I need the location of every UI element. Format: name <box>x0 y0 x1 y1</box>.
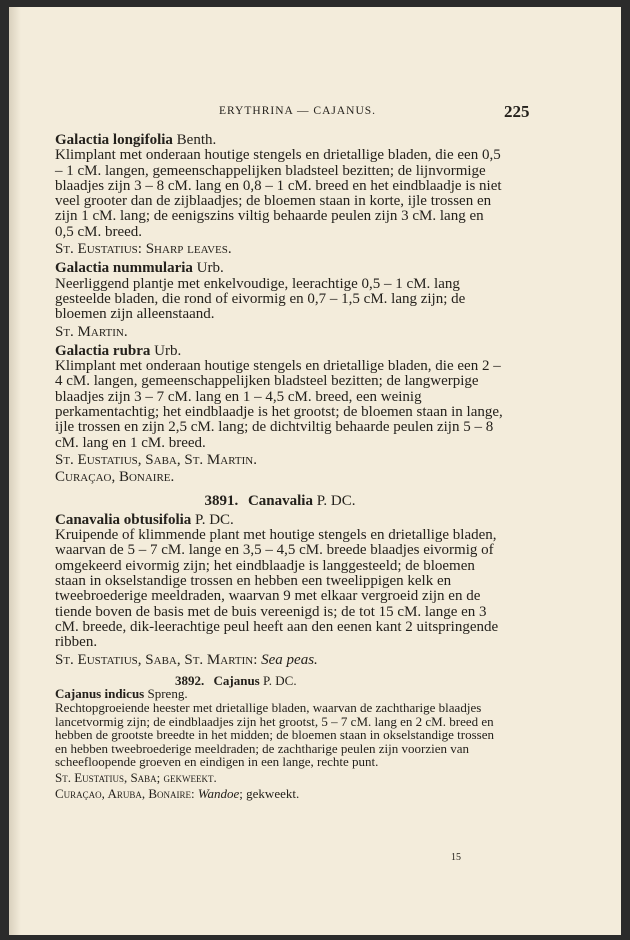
entry-galactia-rubra <box>55 344 505 486</box>
locality-text: St. Eustatius: Sharp leaves. <box>55 241 232 258</box>
locality <box>55 242 505 257</box>
species-name: Galactia longifolia <box>55 132 173 148</box>
genus-name: Cajanus <box>213 672 260 688</box>
genus-author: P. DC. <box>263 672 297 688</box>
locality: St. Eustatius, Saba, St. Martin. <box>55 451 257 468</box>
genus-number: 3892. <box>175 672 205 688</box>
genus-heading <box>175 674 505 688</box>
locality: St. Martin. <box>55 323 128 340</box>
species-author: P. DC. <box>195 511 234 528</box>
genus-heading <box>55 494 505 509</box>
species-title <box>55 133 505 148</box>
locality <box>55 653 505 668</box>
species-description: Klimplant met onderaan houtige stengels en drietallige bladen, die een 2 – 4 cM. langen, gemeenschappelijken bladsteel bezitten; de langwerpige blaadjes zijn 3 – 7 cM. lang en 1 – 4,5 cM. breed, een weinig perkamentachtig; het eindblaadje is het grootst; de bloemen staan in lange, ijle trossen en zijn 2,5 cM. lang; de dichtviltig behaarde peulen zijn 5 – 8 cM. lang en 1 cM. breed. <box>55 358 503 451</box>
page-body <box>55 129 505 800</box>
genus-number: 3891. <box>204 492 239 509</box>
locality-suffix: ; gekweekt. <box>239 785 300 801</box>
species-description: Kruipende of klimmende plant met houtige stengels en drietallige bladen, waarvan de 5 – 7 cM. lange en 3,5 – 4,5 cM. breede blaadjes eivormig of omgekeerd eivormig zijn; het eindblaadje is langgesteeld; de bloemen staan in okselstandige trossen en hebben een tweelippigen kelk en tweebroederige meeldraden, waarvan 9 met elkaar vergroeid zijn en de tiende boven de basis met de buis vereenigd is; de tot 15 cM. lange en 3 cM. breede, dik-leerachtige peul heeft aan den eenen kant 2 uitspringende ribben. <box>55 527 499 651</box>
entry-canavalia-obtusifolia <box>55 513 505 668</box>
species-author: Benth. <box>176 132 217 148</box>
species-author: Urb. <box>196 260 224 277</box>
locality: Curaçao, Bonaire. <box>55 469 175 486</box>
locality-text: St. Eustatius, Saba, St. Martin: <box>55 651 258 668</box>
entry-galactia-longifolia <box>55 133 505 257</box>
common-name: Sea peas. <box>261 651 318 668</box>
species-title <box>55 261 505 276</box>
common-name: Wandoe <box>197 785 240 801</box>
species-name: Canavalia obtusifolia <box>55 511 192 528</box>
page-number: 225 <box>504 102 530 121</box>
species-title <box>55 344 505 359</box>
species-author: Urb. <box>154 342 182 359</box>
locality: St. Eustatius, Saba; gekweekt. <box>55 769 217 785</box>
page-header <box>9 104 621 124</box>
species-title <box>55 513 505 528</box>
entry-galactia-nummularia <box>55 261 505 339</box>
species-name: Galactia nummularia <box>55 260 193 277</box>
entry-cajanus-indicus <box>55 687 505 800</box>
printer-signature: 15 <box>451 852 461 863</box>
running-title: ERYTHRINA — CAJANUS. <box>219 105 377 117</box>
species-name: Galactia rubra <box>55 342 151 359</box>
species-name: Cajanus indicus <box>55 686 145 702</box>
species-author: Spreng. <box>147 686 188 702</box>
page-spine-shadow <box>9 7 21 935</box>
locality <box>55 787 505 801</box>
genus-name: Canavalia <box>247 492 313 509</box>
species-description: Klimplant met onderaan houtige stengels en drietallige bladen, die een 0,5 – 1 cM. langen, gemeenschappelijken bladsteel bezitten; de lijnvormige blaadjes zijn 3 – 8 cM. lang en 0,8 – 1 cM. breed en het eindblaadje is niet veel grooter dan de zijblaadjes; de bloemen staan in korte, ijle trossen en zijn 1 cM. lang; de eenigszins viltig behaarde peulen zijn 3 cM. lang en 0,5 cM. breed. <box>55 147 502 240</box>
locality-text: Curaçao, Aruba, Bonaire: <box>55 785 195 801</box>
book-page <box>9 7 621 935</box>
genus-author: P. DC. <box>316 492 356 509</box>
species-description: Neerliggend plantje met enkelvoudige, leerachtige 0,5 – 1 cM. lang gesteelde bladen, die rond of eivormig en 0,7 – 1,5 cM. lang zijn; de bloemen zijn alleenstaand. <box>55 275 466 323</box>
species-title <box>55 687 505 701</box>
species-description: Rechtopgroeiende heester met drietallige bladen, waarvan de zachtharige blaadjes lancetvormig zijn; de eindblaadjes zijn het grootst, 5 – 7 cM. lang en 2 cM. breed en hebben de grootste breedte in het midden; de bloemen staan in okselstandige trossen en hebben tweebroederige meeldraden; de zachtharige peulen zijn voorzien van scheefloopende groeven en eindigen in een lange, rechte punt. <box>55 699 494 770</box>
